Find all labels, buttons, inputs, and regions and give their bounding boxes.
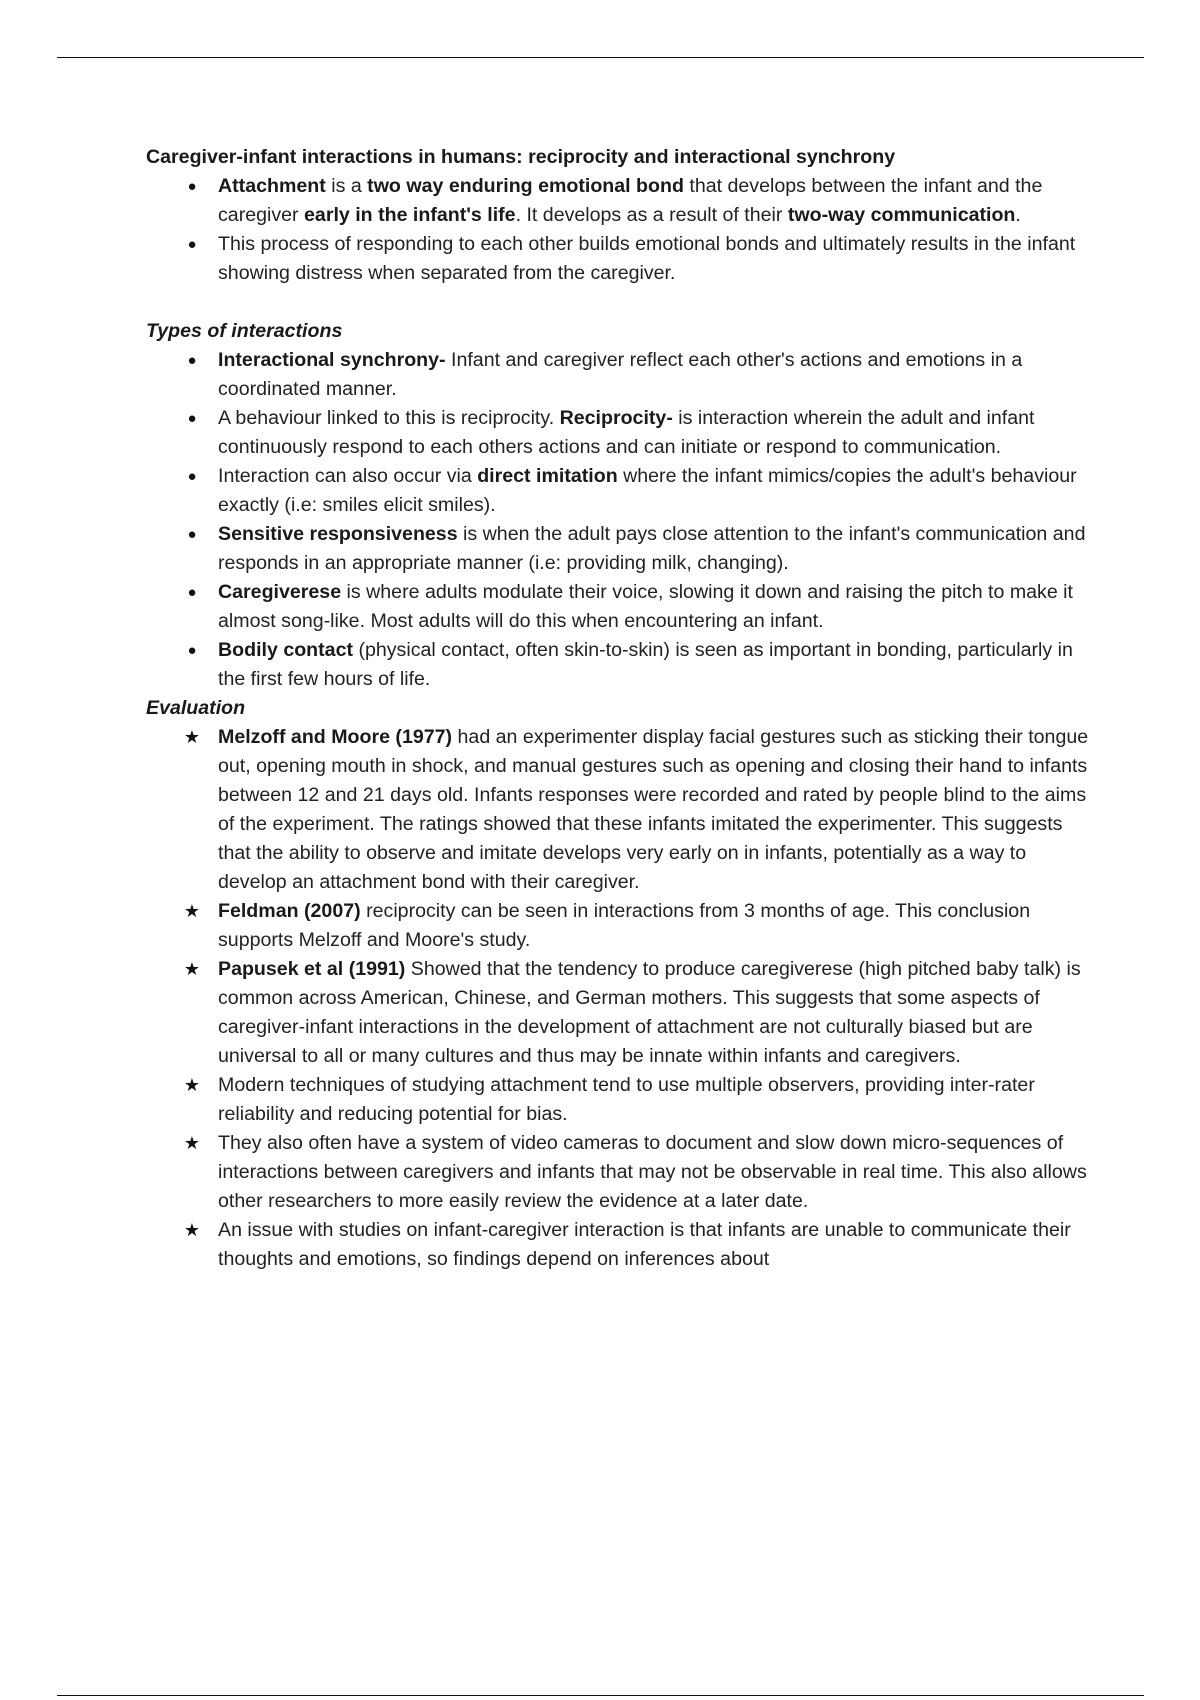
bullet-dot-icon: ● [187,178,197,195]
list-item [146,578,1096,636]
section-heading-types-of-interactions: Types of interactions [146,320,343,342]
list-item [146,1129,1096,1216]
text-run: Showed that the tendency to produce caregiverese (high pitched baby talk) is common across American, Chinese, and German mothers. This suggests that some aspects of caregiver-infant interactions in the development of attachment are not culturally biased but are universal to all or many cultures and thus may be innate within infants and caregivers. [218,958,1081,1067]
text-run: (physical contact, often skin-to-skin) is seen as important in bonding, particularly in the first few hours of life. [218,639,1073,690]
list-item [146,462,1096,520]
bullet-dot-icon: ● [187,468,197,485]
bullet-dot-icon: ● [187,526,197,543]
bold-term: Sensitive responsiveness [218,523,458,545]
bold-term: Reciprocity- [559,407,673,429]
bold-term: Caregiverese [218,581,342,603]
bullet-list-attachment [146,172,1096,288]
star-bullet-icon: ★ [183,1075,201,1095]
bullet-dot-icon: ● [187,410,197,427]
text-run: where the infant mimics/copies the adult's behaviour exactly (i.e: smiles elicit smiles). [218,465,1077,516]
bullet-dot-icon: ● [187,352,197,369]
text-run: had an experimenter display facial gestures such as sticking their tongue out, opening mouth in shock, and manual gestures such as opening and closing their hand to infants between 12 and 21 days old. Infants responses were recorded and rated by people blind to the aims of the experiment. The ratings showed that these infants imitated the experimenter. This suggests that the ability to observe and imitate develops very early on in infants, potentially as a way to develop an attachment bond with their caregiver. [218,726,1089,893]
list-item [146,1216,1096,1274]
bullet-dot-icon: ● [187,236,197,253]
bold-term: Melzoff and Moore (1977) [218,726,453,748]
star-bullet-icon: ★ [183,901,201,921]
star-list-evaluation [146,723,1096,1274]
list-item [146,404,1096,462]
text-run: This process of responding to each other builds emotional bonds and ultimately results in the infant showing distress when separated from the caregiver. [218,233,1076,284]
list-item [146,897,1096,955]
text-run: is interaction wherein the adult and infant continuously respond to each others actions and can initiate or respond to communication. [218,407,1035,458]
bold-term: Attachment [218,175,326,197]
bold-term: Interactional synchrony- [218,349,446,371]
document-body [146,143,1096,1274]
list-item [146,955,1096,1071]
section-heading-caregiver-infant: Caregiver-infant interactions in humans: reciprocity and interactional synchrony [146,146,896,168]
bottom-rule [57,1695,1144,1696]
bullet-list-interactions [146,346,1096,694]
spacer [146,288,1096,317]
bullet-dot-icon: ● [187,584,197,601]
text-run: reciprocity can be seen in interactions from 3 months of age. This conclusion supports Melzoff and Moore's study. [218,900,1031,951]
star-bullet-icon: ★ [183,959,201,979]
section-heading-evaluation: Evaluation [146,697,246,719]
star-bullet-icon: ★ [183,727,201,747]
list-item [146,723,1096,897]
list-item [146,1071,1096,1129]
bold-term: direct imitation [477,465,618,487]
star-bullet-icon: ★ [183,1133,201,1153]
star-bullet-icon: ★ [183,1220,201,1240]
bold-term: Feldman (2007) [218,900,361,922]
list-item [146,520,1096,578]
text-run: that develops between the infant and the caregiver [218,175,1043,226]
text-run: They also often have a system of video cameras to document and slow down micro-sequences of interactions between caregivers and infants that may not be observable in real time. This also allows other researchers to more easily review the evidence at a later date. [218,1132,1087,1212]
text-run: is a [325,175,368,197]
bullet-dot-icon: ● [187,642,197,659]
bold-term: Papusek et al (1991) [218,958,406,980]
top-rule [57,57,1144,58]
list-item [146,346,1096,404]
text-run: is when the adult pays close attention to the infant's communication and responds in an appropriate manner (i.e: providing milk, changing). [218,523,1086,574]
text-run: A behaviour linked to this is reciprocity. [218,407,560,429]
list-item [146,636,1096,694]
list-item [146,230,1096,288]
text-run: . It develops as a result of their [515,204,788,226]
text-run: Interaction can also occur via [218,465,478,487]
bold-term: early in the infant's life [304,204,516,226]
text-run: An issue with studies on infant-caregiver interaction is that infants are unable to communicate their thoughts and emotions, so findings depend on inferences about [218,1219,1071,1270]
bold-term: Bodily contact [218,639,353,661]
text-run: Infant and caregiver reflect each other's actions and emotions in a coordinated manner. [218,349,1023,400]
text-run: . [1015,204,1021,226]
bold-term: two-way communication [787,204,1016,226]
text-run: Modern techniques of studying attachment tend to use multiple observers, providing inter-rater reliability and reducing potential for bias. [218,1074,1035,1125]
list-item [146,172,1096,230]
bold-term: two way enduring emotional bond [367,175,684,197]
text-run: is where adults modulate their voice, slowing it down and raising the pitch to make it almost song-like. Most adults will do this when encountering an infant. [218,581,1073,632]
